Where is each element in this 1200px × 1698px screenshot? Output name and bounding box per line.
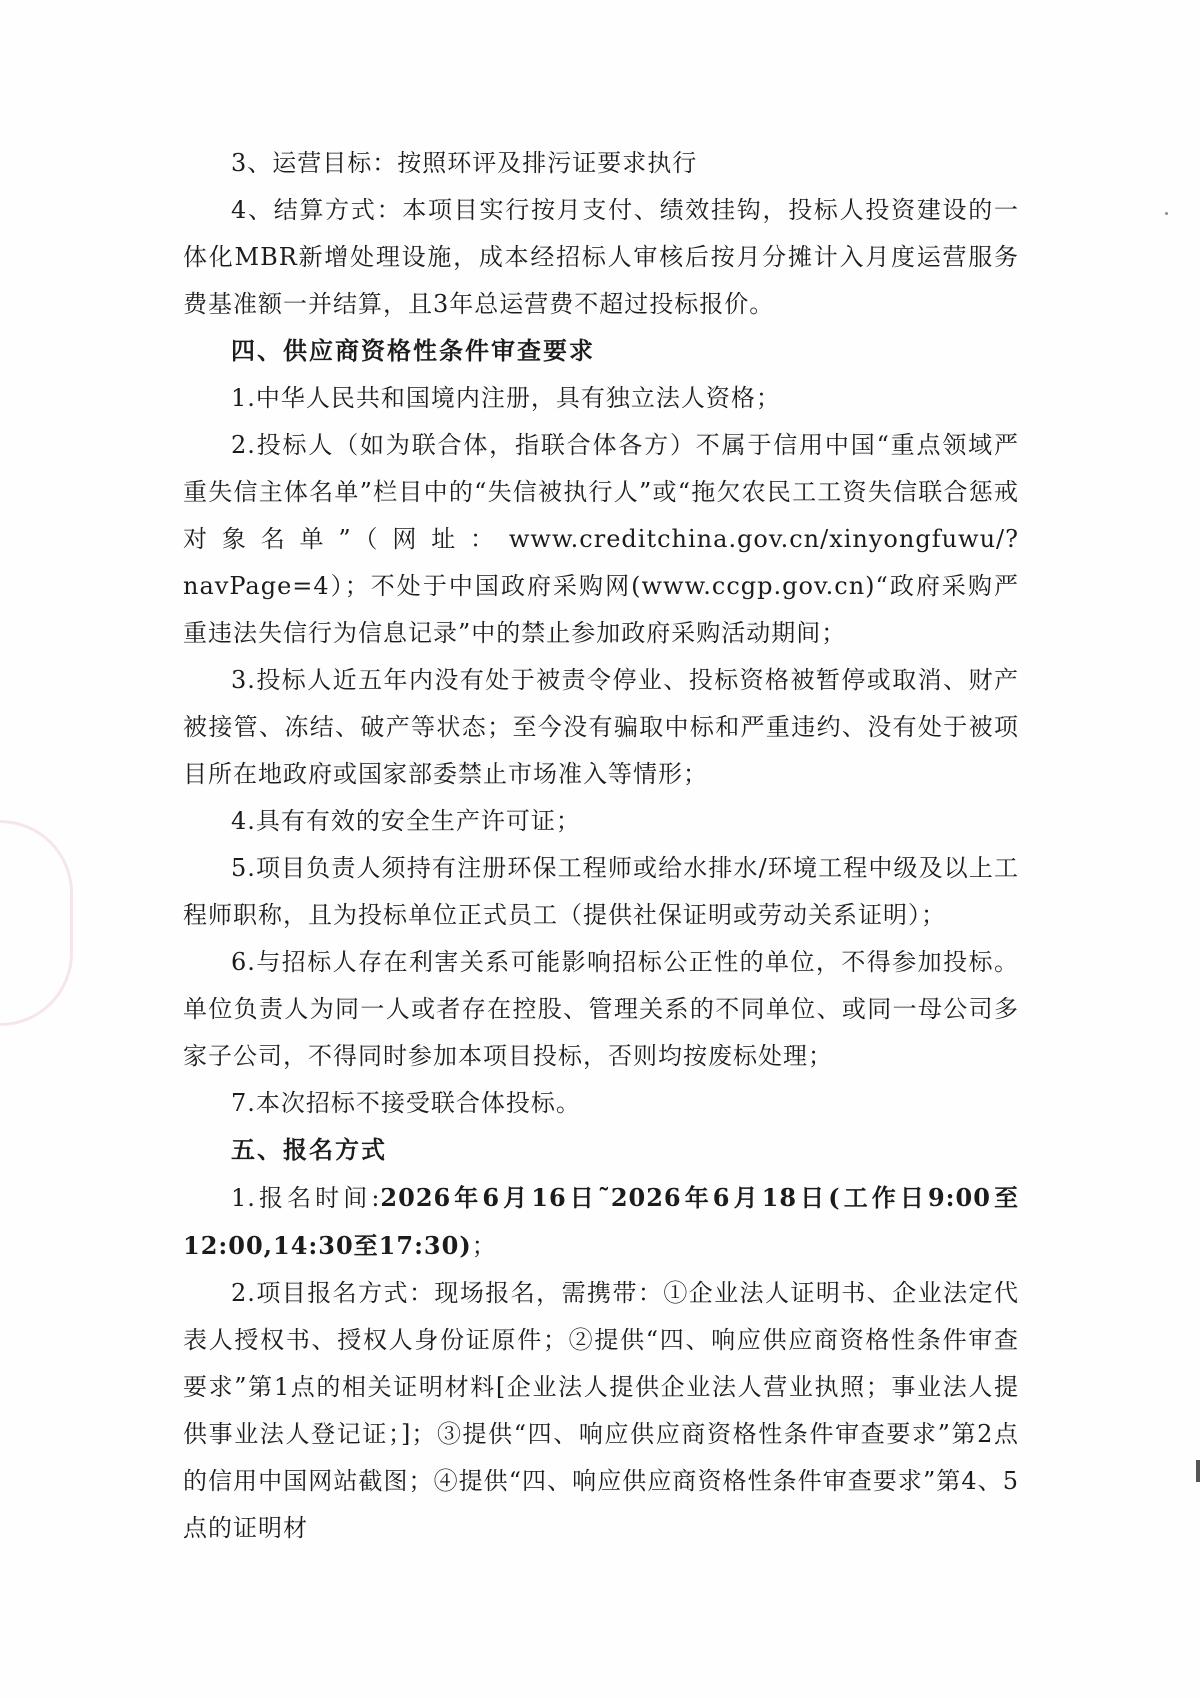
paragraph-operation-target: 3、运营目标：按照环评及排污证要求执行	[231, 149, 698, 177]
paragraph-registration-time	[183, 1174, 1019, 1270]
paragraph-qualification-2: 2.投标人（如为联合体，指联合体各方）不属于信用中国“重点领域严重失信主体名单”栏目中的“失信被执行人”或“拖欠农民工工资失信联合惩戒对象名单”（网址：www.creditchina.gov.cn/xinyongfuwu/?navPage=4）；不处于中国政府采购网(www.ccgp.gov.cn)“政府采购严重违法失信行为信息记录”中的禁止参加政府采购活动期间；	[183, 431, 1019, 647]
seal-stamp-fragment	[0, 820, 73, 1026]
scan-edge-mark	[1196, 1460, 1200, 1482]
registration-time-label: 1.报名时间:	[231, 1184, 381, 1212]
paragraph-qualification-7: 7.本次招标不接受联合体投标。	[231, 1089, 581, 1117]
paragraph-qualification-4: 4.具有有效的安全生产许可证；	[231, 807, 581, 835]
paragraph-registration-method: 2.项目报名方式：现场报名，需携带：①企业法人证明书、企业法定代表人授权书、授权人身份证原件；②提供“四、响应供应商资格性条件审查要求”第1点的相关证明材料[企业法人提供企业法人营业执照；事业法人提供事业法人登记证；]；③提供“四、响应供应商资格性条件审查要求”第2点的信用中国网站截图；④提供“四、响应供应商资格性条件审查要求”第4、5点的证明材	[183, 1279, 1019, 1542]
scan-speck	[1165, 212, 1168, 215]
registration-time-value: 2026年6月16日˜2026年6月18日(工作日9:00至12:00,14:30至17:30)	[183, 1183, 1019, 1260]
paragraph-qualification-5: 5.项目负责人须持有注册环保工程师或给水排水/环境工程中级及以上工程师职称，且为投标单位正式员工（提供社保证明或劳动关系证明）；	[183, 854, 1019, 929]
paragraph-qualification-3: 3.投标人近五年内没有处于被责令停业、投标资格被暂停或取消、财产被接管、冻结、破产等状态；至今没有骗取中标和严重违约、没有处于被项目所在地政府或国家部委禁止市场准入等情形；	[183, 666, 1019, 788]
registration-time-end: ；	[471, 1232, 497, 1260]
paragraph-settlement-method: 4、结算方式：本项目实行按月支付、绩效挂钩，投标人投资建设的一体化MBR新增处理设施，成本经招标人审核后按月分摊计入月度运营服务费基准额一并结算，且3年总运营费不超过投标报价。	[183, 196, 1019, 318]
paragraph-qualification-1: 1.中华人民共和国境内注册，具有独立法人资格；	[231, 384, 781, 412]
paragraph-qualification-6: 6.与招标人存在利害关系可能影响招标公正性的单位，不得参加投标。单位负责人为同一人或者存在控股、管理关系的不同单位、或同一母公司多家子公司，不得同时参加本项目投标，否则均按废标处理；	[183, 948, 1019, 1070]
document-body	[183, 140, 1019, 1552]
section-heading-qualification: 四、供应商资格性条件审查要求	[231, 337, 595, 365]
section-heading-registration: 五、报名方式	[231, 1136, 387, 1164]
